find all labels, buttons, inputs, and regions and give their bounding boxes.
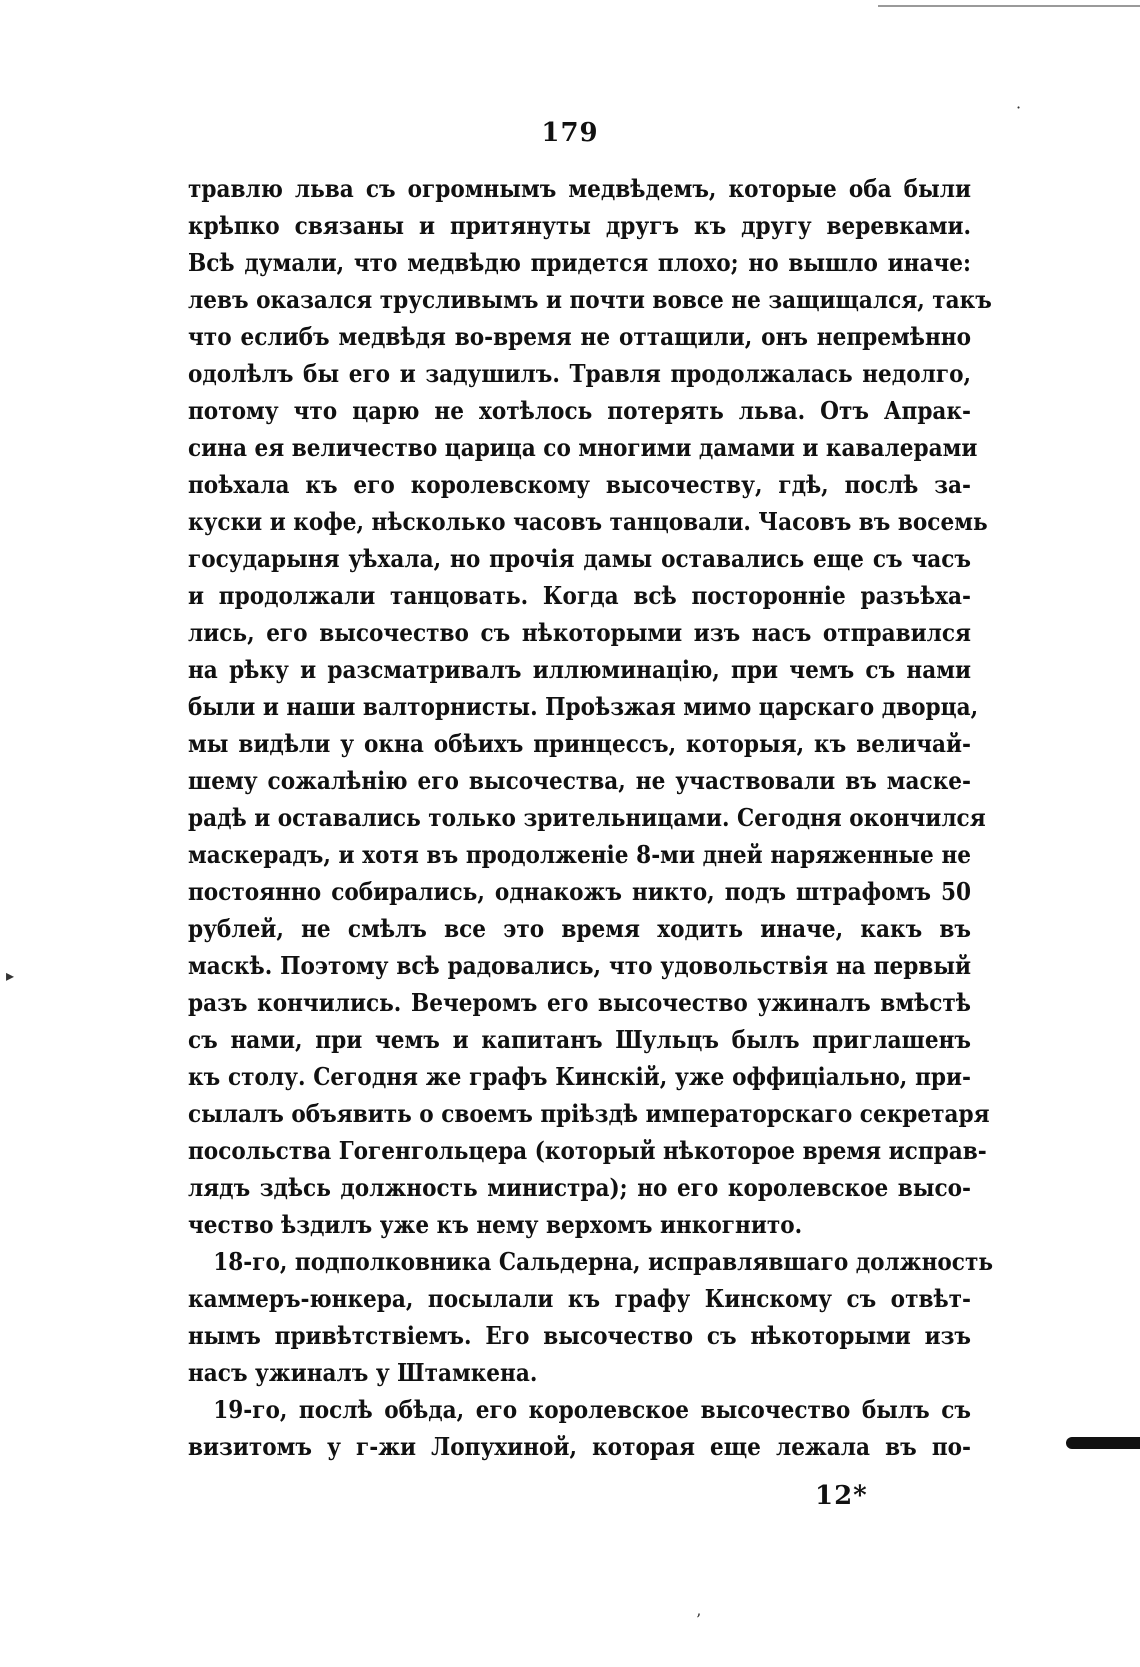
text-line: насъ ужиналъ у Штамкена. xyxy=(188,1358,538,1387)
text-line: маскерадъ, и хотя въ продолженіе 8-ми дней наряженные не xyxy=(188,840,971,869)
text-line: лядъ здѣсь должность министра); но его королевское высо- xyxy=(188,1173,971,1202)
text-line: рублей, не смѣлъ все это время ходить иначе, какъ въ xyxy=(188,914,971,943)
text-line: каммеръ-юнкера, посылали къ графу Кинскому съ отвѣт- xyxy=(188,1284,971,1313)
body-text xyxy=(188,170,994,1465)
text-line: куски и кофе, нѣсколько часовъ танцовали. Часовъ въ восемь xyxy=(188,507,988,536)
text-line: государыня уѣхала, но прочія дамы оставались еще съ часъ xyxy=(188,544,971,573)
text-line: шему сожалѣнію его высочества, не участвовали въ маске- xyxy=(188,766,971,795)
text-line: постоянно собирались, однакожъ никто, подъ штрафомъ 50 xyxy=(188,877,971,906)
text-line: 18-го, подполковника Сальдерна, исправлявшаго должность xyxy=(213,1247,994,1276)
scan-speck: · xyxy=(1016,98,1022,117)
text-line: одолѣлъ бы его и задушилъ. Травля продолжалась недолго, xyxy=(188,359,971,388)
text-line: разъ кончились. Вечеромъ его высочество ужиналъ вмѣстѣ xyxy=(188,988,971,1017)
text-line: визитомъ у г-жи Лопухиной, которая еще лежала въ по- xyxy=(188,1432,971,1461)
text-line: 19-го, послѣ обѣда, его королевское высочество былъ съ xyxy=(213,1395,971,1424)
text-line: потому что царю не хотѣлось потерять льва. Отъ Апрак- xyxy=(188,396,971,425)
text-line: съ нами, при чемъ и капитанъ Шульцъ былъ приглашенъ xyxy=(188,1025,971,1054)
margin-arrow-icon: ▸ xyxy=(6,966,15,985)
text-line: травлю льва съ огромнымъ медвѣдемъ, которые оба были xyxy=(188,174,971,203)
text-line: и продолжали танцовать. Когда всѣ посторонніе разъѣха- xyxy=(188,581,971,610)
text-line: сина ея величество царица со многими дамами и кавалерами xyxy=(188,433,978,462)
text-line: Всѣ думали, что медвѣдю придется плохо; но вышло иначе: xyxy=(188,248,971,277)
text-line: левъ оказался трусливымъ и почти вовсе не защищался, такъ xyxy=(188,285,992,314)
scan-speck: ’ xyxy=(696,1610,702,1629)
text-line: посольства Гогенгольцера (который нѣкоторое время исправ- xyxy=(188,1136,987,1165)
text-line: лись, его высочество съ нѣкоторыми изъ насъ отправился xyxy=(188,618,971,647)
text-line: сылалъ объявить о своемъ пріѣздѣ императорскаго секретаря xyxy=(188,1099,990,1128)
text-line: крѣпко связаны и притянуты другъ къ другу веревками. xyxy=(188,211,971,240)
text-line: поѣхала къ его королевскому высочеству, гдѣ, послѣ за- xyxy=(188,470,971,499)
text-line: радѣ и оставались только зрительницами. Сегодня окончился xyxy=(188,803,986,832)
text-line: на рѣку и разсматривалъ иллюминацію, при чемъ съ нами xyxy=(188,655,971,684)
text-line: были и наши валторнисты. Проѣзжая мимо царскаго дворца, xyxy=(188,692,979,721)
page-number: 179 xyxy=(541,118,599,148)
text-line: чество ѣздилъ уже къ нему верхомъ инкогнито. xyxy=(188,1210,803,1239)
text-line: что еслибъ медвѣдя во-время не оттащили, онъ непремѣнно xyxy=(188,322,971,351)
text-line: къ столу. Сегодня же графъ Кинскій, уже оффиціально, при- xyxy=(188,1062,971,1091)
scan-edge-smudge xyxy=(1066,1437,1140,1449)
signature-mark: 12* xyxy=(815,1481,868,1511)
text-line: нымъ привѣтствіемъ. Его высочество съ нѣкоторыми изъ xyxy=(188,1321,971,1350)
text-line: маскѣ. Поэтому всѣ радовались, что удовольствія на первый xyxy=(188,951,971,980)
scan-edge-rule xyxy=(878,5,1140,7)
text-line: мы видѣли у окна обѣихъ принцессъ, которыя, къ величай- xyxy=(188,729,971,758)
